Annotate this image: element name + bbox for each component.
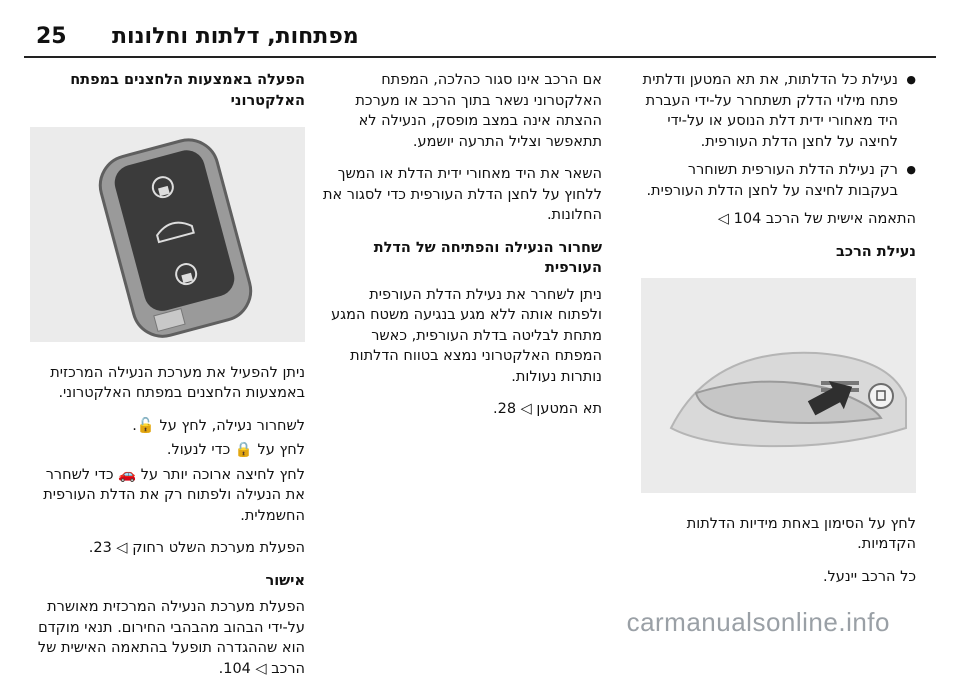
reference-line xyxy=(641,209,916,230)
paragraph: הפעלת מערכת הנעילה המרכזית מאושרת על-ידי הבהוב מהבהבי החירום. תנאי מוקדם הוא שההגדרה תופעל בהתאמה האישית של הרכב ◁ 104. xyxy=(37,599,305,677)
page-title: מפתחות, דלתות וחלונות xyxy=(112,24,359,49)
figure-caption: לחץ על הסימון באחת מידיות הדלתות הקדמיות. xyxy=(686,515,916,552)
paragraph: השאר את היד מאחורי ידית הדלת או המשך ללחוץ על לחצן הדלת העורפית כדי לסגור את החלונות. xyxy=(322,166,602,223)
watermark: carmanualsonline.info xyxy=(626,607,890,637)
paragraph: אם הרכב אינו סגור כהלכה, המפתח האלקטרוני נשאר בתוך הרכב או מערכת ההצתה אינה במצב מופסק, הנעילה לא תתאפשר וצליל התרעה יושמע. xyxy=(355,72,602,150)
reference-page: 104 ◁ xyxy=(717,211,762,227)
instruction-tailgate: לחץ לחיצה ארוכה יותר על 🚗 כדי לשחרר את הנעילה ולפתוח רק את הדלת העורפית החשמלית. xyxy=(43,466,305,524)
reference-line: הפעלת מערכת השלט רחוק ◁ 23. xyxy=(88,540,305,556)
electronic-key-figure xyxy=(30,127,305,342)
header-rule xyxy=(24,56,936,58)
reference-text: התאמה אישית של הרכב xyxy=(761,211,916,227)
section-heading: אישור xyxy=(265,572,305,589)
page-header xyxy=(24,24,936,64)
paragraph: ניתן לשחרר את נעילת הדלת העורפית ולפתוח אותה ללא מגע בנגיעה משטח המגע מתחת לבליטה בדלת העורפית, כאשר המפתח האלקטרוני נמצא בטווח הדלתות נותרות נעולות. xyxy=(331,286,602,385)
reference-line: תא המטען ◁ 28. xyxy=(492,401,602,417)
left-column xyxy=(30,70,305,691)
bullet-item: ● רק נעילת הדלת העורפית תשוחרר בעקבות לחיצה על לחצן הדלת העורפית. xyxy=(641,160,916,201)
figure-caption-result: כל הרכב יינעל. xyxy=(822,568,916,585)
instruction-lock: לחץ על 🔒 כדי לנעול. xyxy=(166,442,305,458)
door-handle-figure xyxy=(641,278,916,493)
section-heading: הפעלה באמצעות הלחצנים במפתח האלקטרוני xyxy=(70,72,305,109)
section-heading: נעילת הרכב xyxy=(836,243,916,260)
page-number: 25 xyxy=(36,24,67,49)
bullet-item: ● נעילת כל הדלתות, את תא המטען ודלתית פתח מילוי הדלק תשתחרר על-ידי העברת היד מאחורי ידית דלת הנוסע או על-ידי לחיצה על לחצן הדלת העורפית. xyxy=(641,70,916,152)
paragraph: ניתן להפעיל את מערכת הנעילה המרכזית באמצעות הלחצנים במפתח האלקטרוני. xyxy=(50,364,305,401)
middle-column xyxy=(322,70,602,432)
instruction-unlock: לשחרור נעילה, לחץ על 🔓. xyxy=(132,417,305,434)
right-column xyxy=(641,70,916,599)
section-heading: שחרור הנעילה והפתיחה של הדלת העורפית xyxy=(373,239,602,276)
